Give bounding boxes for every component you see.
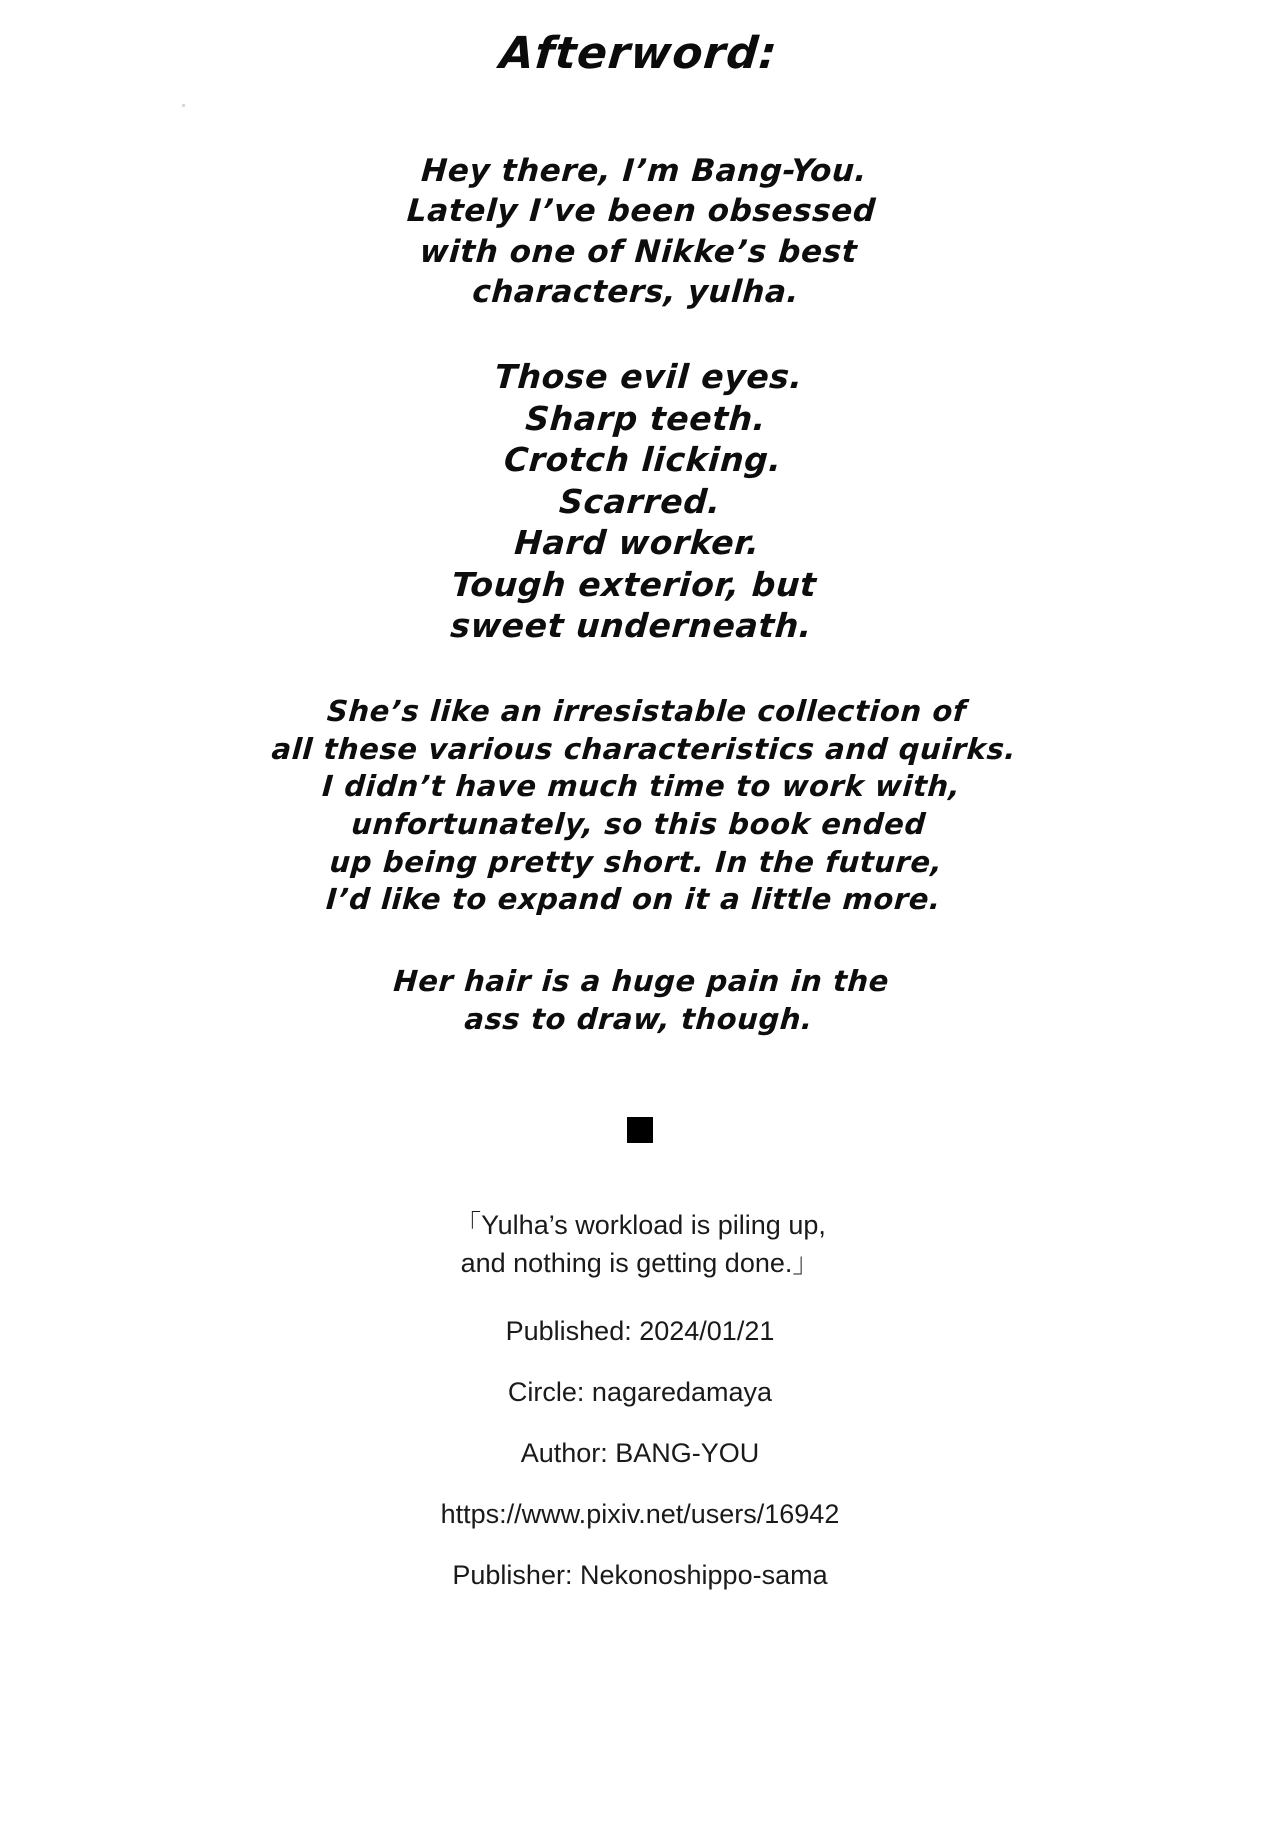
text-line: Sharp teeth. xyxy=(524,398,768,438)
colophon-url: https://www.pixiv.net/users/16942 xyxy=(440,1499,840,1530)
colophon-circle: Circle: nagaredamaya xyxy=(507,1377,773,1408)
text-line: all these various characteristics and quirks. xyxy=(270,731,1018,766)
black-square-icon xyxy=(627,1117,653,1143)
colophon-quote xyxy=(0,1206,1280,1283)
colophon-published: Published: 2024/01/21 xyxy=(505,1316,775,1347)
text-line: unfortunately, so this book ended xyxy=(350,807,928,842)
text-line: Lately I’ve been obsessed xyxy=(405,193,878,230)
section-divider xyxy=(0,1117,1280,1148)
paragraph-intro xyxy=(0,151,1280,312)
text-line: She’s like an irresistable collection of xyxy=(325,694,968,729)
text-line: with one of Nikke’s best xyxy=(418,233,859,270)
text-line: characters, yulha. xyxy=(471,273,801,310)
paper-speck xyxy=(182,104,185,107)
text-line: Hey there, I’m Bang-You. xyxy=(420,153,869,189)
text-line: Her hair is a huge pain in the xyxy=(392,964,891,999)
text-line: up being pretty short. In the future, xyxy=(328,844,944,879)
colophon xyxy=(0,1206,1280,1592)
text-line: Tough exterior, but xyxy=(450,565,818,605)
page-title: Afterword: xyxy=(497,28,780,79)
paragraph-traits xyxy=(0,356,1280,647)
text-line: and nothing is getting done.」 xyxy=(460,1248,820,1279)
colophon-author: Author: BANG-YOU xyxy=(520,1438,760,1469)
text-line: ass to draw, though. xyxy=(463,1002,815,1037)
text-line: I’d like to expand on it a little more. xyxy=(324,882,943,917)
text-line: Crotch licking. xyxy=(502,440,784,480)
text-line: sweet underneath. xyxy=(449,606,814,646)
paragraph-body xyxy=(0,693,1280,919)
paragraph-hair xyxy=(0,963,1280,1038)
text-line: Those evil eyes. xyxy=(493,357,805,397)
text-line: 「Yulha’s workload is piling up, xyxy=(454,1209,826,1240)
text-line: I didn’t have much time to work with, xyxy=(321,769,962,804)
text-line: Scarred. xyxy=(557,481,723,521)
colophon-publisher: Publisher: Nekonoshippo-sama xyxy=(452,1560,828,1591)
text-line: Hard worker. xyxy=(513,523,762,563)
